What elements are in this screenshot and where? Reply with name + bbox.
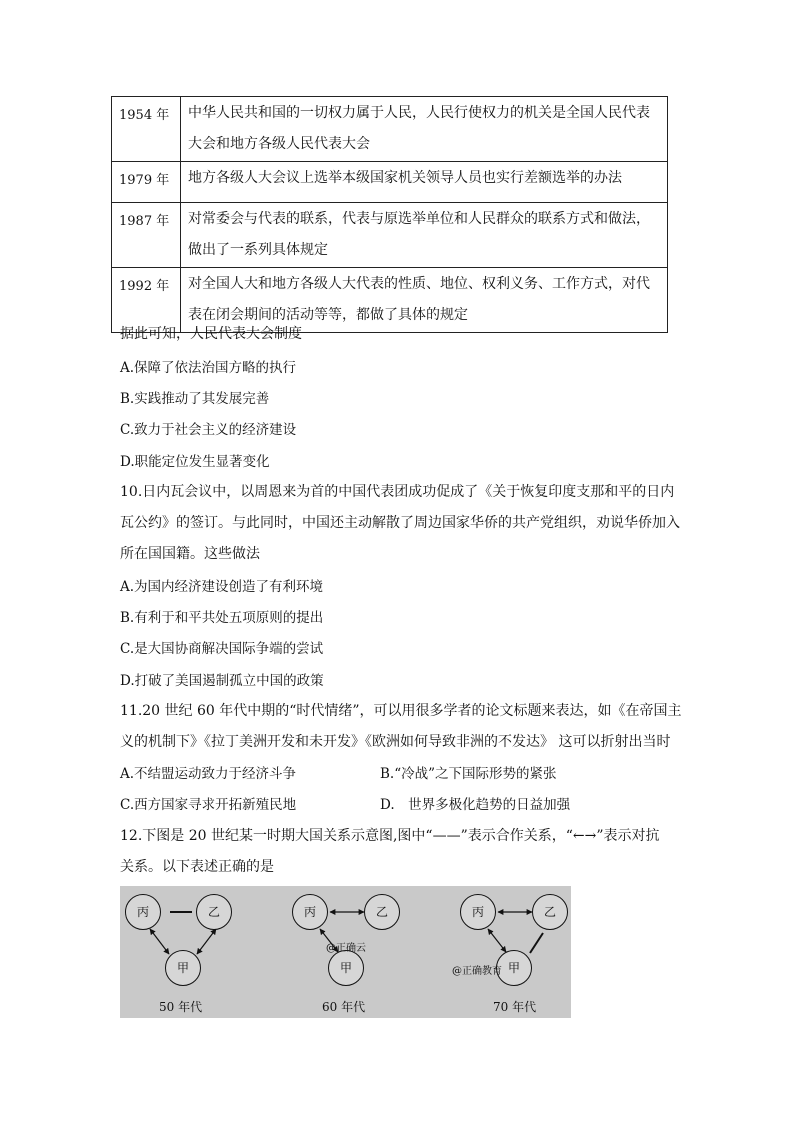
- q10-option-a[interactable]: A.为国内经济建设创造了有利环境: [120, 579, 324, 595]
- table-year: 1992 年: [112, 268, 181, 333]
- q11-option-b[interactable]: B.“冷战”之下国际形势的紧张: [380, 766, 557, 782]
- table-text: 中华人民共和国的一切权力属于人民，人民行使权力的机关是全国人民代表大会和地方各级人民代表大会: [181, 97, 668, 162]
- q9-stem: 据此可知，人民代表大会制度: [120, 326, 302, 342]
- table-year: 1954 年: [112, 97, 181, 162]
- q11-stem-line: 11.20 世纪 60 年代中期的“时代情绪”，可以用很多学者的论文标题来表达，如《在帝国主: [120, 703, 682, 719]
- node-jia: 甲: [496, 950, 532, 986]
- decade-label: 50 年代: [159, 1000, 203, 1014]
- table-year: 1979 年: [112, 162, 181, 203]
- node-yi: 乙: [364, 894, 400, 930]
- q10-stem-line: 瓦公约》的签订。与此同时，中国还主动解散了周边国家华侨的共产党组织，劝说华侨加入: [120, 515, 680, 531]
- node-jia: 甲: [165, 950, 201, 986]
- table-row: [112, 162, 668, 203]
- q11-option-c[interactable]: C.西方国家寻求开拓新殖民地: [120, 797, 297, 813]
- cooperation-line: [530, 933, 543, 953]
- table-text: 地方各级人大会议上选举本级国家机关领导人员也实行差额选举的办法: [181, 162, 668, 203]
- node-yi: 乙: [196, 894, 232, 930]
- watermark-text: @正确云: [326, 943, 366, 954]
- q12-stem-line: 12.下图是 20 世纪某一时期大国关系示意图,图中“——”表示合作关系，“←→”表示对抗: [120, 828, 660, 844]
- npc-history-table: [111, 96, 668, 333]
- table-text: 对全国人大和地方各级人大代表的性质、地位、权利义务、工作方式，对代表在闭会期间的活动等等，都做了具体的规定: [181, 268, 668, 333]
- q10-option-c[interactable]: C.是大国协商解决国际争端的尝试: [120, 641, 324, 657]
- q11-option-d[interactable]: D. 世界多极化趋势的日益加强: [380, 797, 571, 813]
- confrontation-arrow: [488, 929, 506, 952]
- q11-option-a[interactable]: A.不结盟运动致力于经济斗争: [120, 766, 297, 782]
- node-bing: 丙: [292, 894, 328, 930]
- node-jia: 甲: [328, 950, 364, 986]
- q9-option-c[interactable]: C.致力于社会主义的经济建设: [120, 422, 297, 438]
- table-text: 对常委会与代表的联系，代表与原选举单位和人民群众的联系方式和做法，做出了一系列具体规定: [181, 203, 668, 268]
- confrontation-arrow: [197, 929, 216, 954]
- q11-stem-line: 义的机制下》《拉丁美洲开发和未开发》《欧洲如何导致非洲的不发达》 这可以折射出当时: [120, 734, 671, 750]
- node-bing: 丙: [460, 894, 496, 930]
- table-row: [112, 203, 668, 268]
- q10-option-d[interactable]: D.打破了美国遏制孤立中国的政策: [120, 673, 324, 689]
- node-yi: 乙: [532, 894, 568, 930]
- q12-stem-line: 关系。以下表述正确的是: [120, 859, 274, 875]
- q10-stem-line: 10.日内瓦会议中，以周恩来为首的中国代表团成功促成了《关于恢复印度支那和平的日内: [120, 484, 675, 500]
- decade-label: 60 年代: [322, 1000, 366, 1014]
- watermark-text: @正确教育: [452, 966, 502, 977]
- q9-option-a[interactable]: A.保障了依法治国方略的执行: [120, 360, 297, 376]
- table-year: 1987 年: [112, 203, 181, 268]
- great-power-relations-diagram: [120, 886, 571, 1018]
- table-row: [112, 97, 668, 162]
- q9-option-b[interactable]: B.实践推动了其发展完善: [120, 391, 270, 407]
- q10-option-b[interactable]: B.有利于和平共处五项原则的提出: [120, 610, 324, 626]
- q10-stem-line: 所在国国籍。这些做法: [120, 546, 260, 562]
- confrontation-arrow: [150, 929, 169, 954]
- node-bing: 丙: [125, 894, 161, 930]
- decade-label: 70 年代: [493, 1000, 537, 1014]
- q9-option-d[interactable]: D.职能定位发生显著变化: [120, 454, 270, 470]
